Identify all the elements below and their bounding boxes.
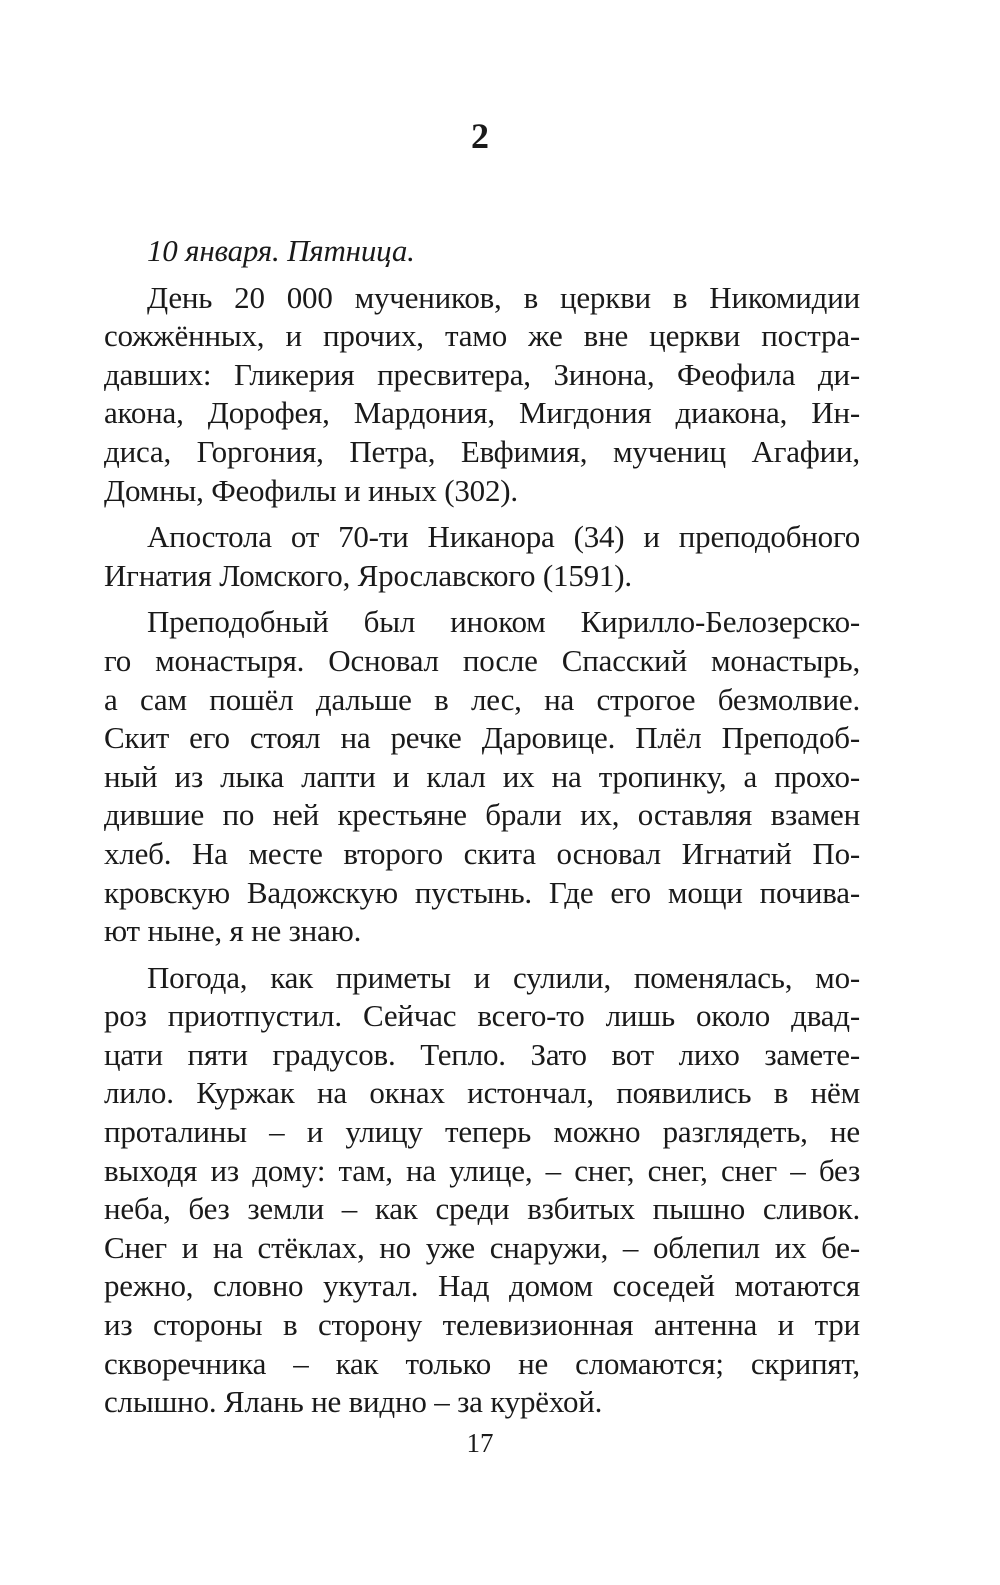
paragraph [104, 959, 860, 1422]
text-line: го монастыря. Основал после Спасский монастырь, [104, 642, 860, 678]
text-line: Скит его стоял на речке Даровице. Плёл Преподоб- [104, 720, 860, 756]
text-line: День 20 000 мучеников, в церкви в Никомидии [147, 279, 860, 315]
paragraph-gap [104, 510, 860, 518]
text-line: давших: Гликерия пресвитера, Зинона, Феофила ди- [104, 356, 860, 392]
text-line: Снег и на стёклах, но уже снаружи, – облепил их бе- [104, 1229, 860, 1265]
paragraph [104, 279, 860, 511]
text-line: ный из лыка лапти и клал их на тропинку, а прохо- [104, 758, 860, 794]
text-line: а сам пошёл дальше в лес, на строгое безмолвие. [104, 681, 860, 717]
chapter-number: 2 [471, 116, 489, 156]
paragraph [104, 603, 860, 950]
text-line: Погода, как приметы и сулили, поменялась, мо- [147, 959, 860, 995]
paragraph-gap [104, 595, 860, 603]
text-line: сожжённых, и прочих, тамо же вне церкви постра- [104, 318, 860, 354]
text-line: диса, Горгония, Петра, Евфимия, мучениц Агафии, [104, 433, 860, 469]
text-line: режно, словно укутал. Над домом соседей мотаются [104, 1268, 860, 1304]
text-line: акона, Дорофея, Мардония, Мигдония диакона, Ин- [104, 395, 860, 431]
text-line: роз приотпустил. Сейчас всего-то лишь около двад- [104, 998, 860, 1034]
dateline: 10 января. Пятница. [147, 233, 415, 268]
text-line: Апостола от 70-ти Никанора (34) и преподобного [147, 519, 860, 555]
text-line: неба, без земли – как среди взбитых пышно сливок. [104, 1191, 860, 1227]
text-line: выходя из дому: там, на улице, – снег, снег, снег – без [104, 1152, 860, 1188]
text-line: ют ныне, я не знаю. [104, 913, 362, 949]
text-line: слышно. Ялань не видно – за курёхой. [104, 1384, 603, 1420]
text-line: Преподобный был иноком Кирилло-Белозерско- [147, 604, 860, 640]
paragraph-gap [104, 271, 860, 279]
text-line: Игнатия Ломского, Ярославского (1591). [104, 557, 632, 593]
text-line: из стороны в сторону телевизионная антенна и три [104, 1307, 860, 1343]
dateline-paragraph [104, 232, 860, 271]
text-line: кровскую Вадожскую пустынь. Где его мощи почива- [104, 874, 860, 910]
paragraph-gap [104, 951, 860, 959]
text-line: цати пяти градусов. Тепло. Зато вот лихо замете- [104, 1036, 860, 1072]
text-line: лило. Куржак на окнах истончал, появились в нём [104, 1075, 860, 1111]
text-line: дившие по ней крестьяне брали их, оставляя взамен [104, 797, 860, 833]
body-text [104, 232, 860, 1422]
page-number: 17 [466, 1428, 494, 1458]
text-line: Домны, Феофилы и иных (302). [104, 472, 518, 508]
text-line: хлеб. На месте второго скита основал Игнатий По- [104, 835, 860, 871]
paragraph [104, 518, 860, 595]
text-line: проталины – и улицу теперь можно разглядеть, не [104, 1114, 860, 1150]
text-line: скворечника – как только не сломаются; скрипят, [104, 1345, 860, 1381]
